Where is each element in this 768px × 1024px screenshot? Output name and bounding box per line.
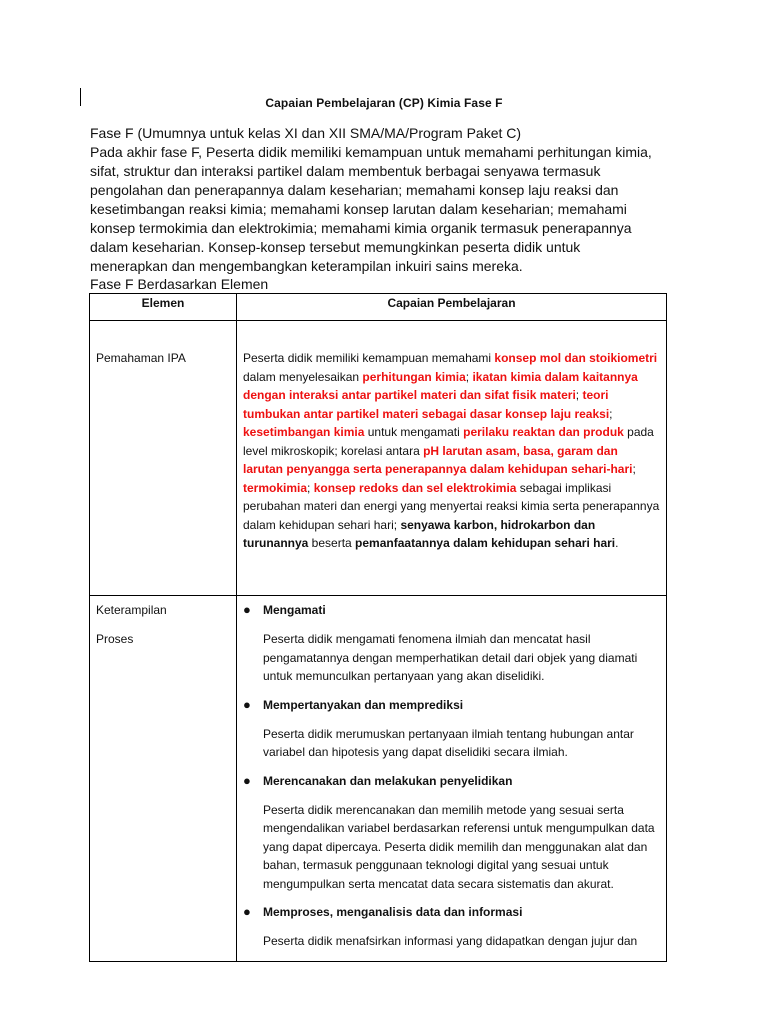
bullet-icon: ● <box>243 696 251 712</box>
element-cell <box>90 321 237 596</box>
highlighted-concept: teori tumbukan antar partikel materi sebagai dasar konsep laju reaksi <box>243 388 610 421</box>
header-elemen: Elemen <box>90 294 237 321</box>
text-segment: ; <box>609 406 613 421</box>
highlighted-concept: termokimia <box>243 480 308 495</box>
text-segment: . <box>615 536 619 550</box>
cp-table <box>89 293 667 962</box>
highlighted-concept: perhitungan kimia <box>362 369 466 384</box>
bold-concept: senyawa karbon, hidrokarbon dan turunannya <box>243 517 596 550</box>
element-label: Pemahaman IPA <box>96 351 186 365</box>
text-segment: beserta <box>308 536 356 550</box>
skill-item <box>243 601 660 686</box>
skill-description: Peserta didik mengamati fenomena ilmiah dan mencatat hasil pengamatannya dengan memperhatikan detail dari objek yang diamati untuk memunculkan pertanyaan yang akan diselidiki. <box>263 632 638 683</box>
bullet-icon: ● <box>243 772 251 788</box>
section-heading: Fase F Berdasarkan Elemen <box>90 276 269 292</box>
highlighted-concept: konsep redoks dan sel elektrokimia <box>313 480 517 495</box>
text-segment: sebagai implikasi perubahan materi dan energi yang menyertai reaksi kimia serta penerapannya dalam kehidupan sehari hari; <box>243 480 660 532</box>
skill-title: Mengamati <box>263 603 326 618</box>
text-segment: dalam menyelesaikan <box>243 369 363 384</box>
skills-cell <box>237 596 667 962</box>
page-title: Capaian Pembelajaran (CP) Kimia Fase F <box>265 96 503 110</box>
element-cell <box>90 596 237 962</box>
cp-rich-text <box>243 349 660 553</box>
skill-item <box>243 696 660 762</box>
table-row <box>90 321 667 596</box>
skill-description: Peserta didik merencanakan dan memilih metode yang sesuai serta mengendalikan variabel berdasarkan referensi untuk mengumpulkan data yang dapat dipercaya. Peserta didik memilih dan menggunakan alat dan bahan, termasuk penggunaan teknologi digital yang sesuai untuk mengumpulkan serta mencatat data secara sistematis dan akurat. <box>263 802 655 891</box>
highlighted-concept: kesetimbangan kimia <box>243 425 365 439</box>
skill-title: Mempertanyakan dan memprediksi <box>263 697 464 712</box>
element-label-2: Proses <box>96 631 134 646</box>
intro-phase-line: Fase F (Umumnya untuk kelas XI dan XII SMA/MA/Program Paket C) <box>90 125 522 141</box>
cp-cell <box>237 321 667 596</box>
text-segment: pada level mikroskopik; korelasi antara <box>243 425 654 458</box>
text-segment: untuk mengamati <box>364 425 464 439</box>
bold-concept: pemanfaatannya dalam kehidupan sehari hari <box>355 536 616 550</box>
text-segment: ; <box>575 388 583 402</box>
header-capaian: Capaian Pembelajaran <box>237 294 667 321</box>
text-segment: ; <box>632 462 636 476</box>
table-row <box>90 596 667 962</box>
highlighted-concept: ikatan kimia dalam kaitannya dengan interaksi antar partikel materi dan sifat fisik materi <box>243 369 638 402</box>
text-segment: ; <box>465 369 473 384</box>
skill-item <box>243 903 660 951</box>
skill-title: Merencanakan dan melakukan penyelidikan <box>263 773 513 788</box>
element-label: Keterampilan <box>96 603 167 617</box>
highlighted-concept: konsep mol dan stoikiometri <box>494 351 658 365</box>
bullet-icon: ● <box>243 602 251 618</box>
text-segment: Peserta didik memiliki kemampuan memahami <box>243 351 495 365</box>
skill-item <box>243 772 660 894</box>
intro-section <box>90 124 660 276</box>
table-header-row <box>90 294 667 321</box>
highlighted-concept: perilaku reaktan dan produk <box>463 425 624 439</box>
bullet-icon: ● <box>243 904 251 920</box>
text-segment: ; <box>307 480 314 495</box>
intro-paragraph: Pada akhir fase F, Peserta didik memiliki kemampuan untuk memahami perhitungan kimia, sifat, struktur dan interaksi partikel dalam membentuk berbagai senyawa termasuk pengolahan dan penerapannya dalam keseharian; memahami konsep laju reaksi dan kesetimbangan reaksi kimia; memahami konsep larutan dalam keseharian; memahami konsep termokimia dan elektrokimia; memahami kimia organik termasuk penerapannya dalam keseharian. Konsep-konsep tersebut memungkinkan peserta didik untuk menerapkan dan mengembangkan keterampilan inkuiri sains mereka. <box>90 144 652 274</box>
skill-description: Peserta didik merumuskan pertanyaan ilmiah tentang hubungan antar variabel dan hipotesis yang dapat diselidiki secara ilmiah. <box>263 726 634 759</box>
highlighted-concept: pH larutan asam, basa, garam dan larutan penyangga serta penerapannya dalam kehidupan sehari-hari <box>243 443 633 476</box>
skill-description: Peserta didik menafsirkan informasi yang didapatkan dengan jujur dan <box>263 934 638 948</box>
skill-title: Memproses, menganalisis data dan informasi <box>263 905 523 920</box>
